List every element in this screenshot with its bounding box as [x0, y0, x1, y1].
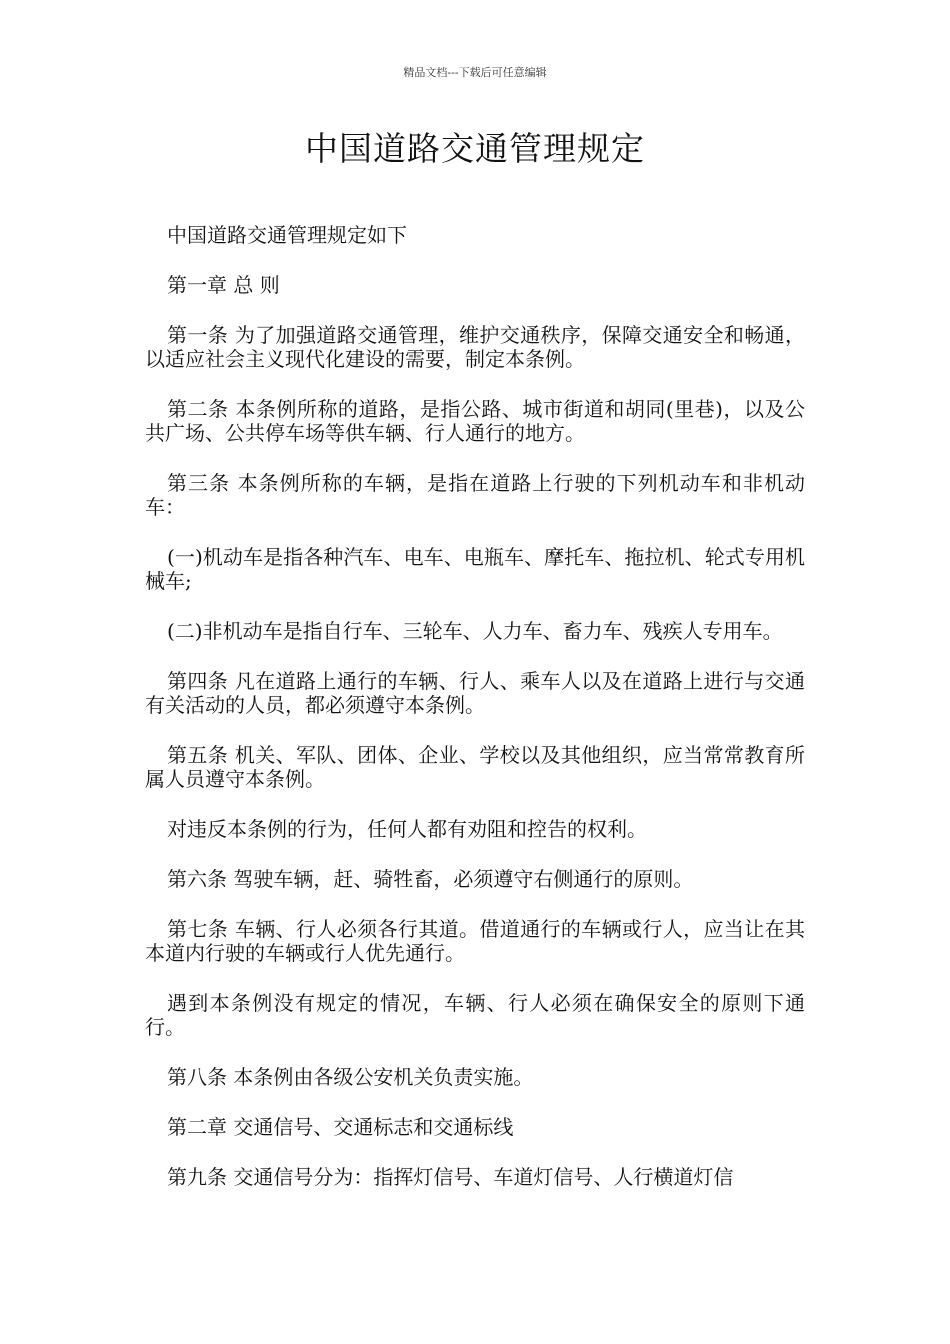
document-title: 中国道路交通管理规定	[305, 129, 645, 168]
article-paragraph: 第八条 本条例由各级公安机关负责实施。	[167, 1065, 534, 1089]
body-paragraph: 遇到本条例没有规定的情况，车辆、行人必须在确保安全的原则下通行。	[145, 991, 805, 1039]
chapter-heading: 第二章 交通信号、交通标志和交通标线	[167, 1115, 514, 1139]
list-item-paragraph: (二)非机动车是指自行车、三轮车、人力车、畜力车、残疾人专用车。	[167, 619, 783, 643]
body-paragraph: 对违反本条例的行为，任何人都有劝阻和控告的权利。	[167, 817, 647, 841]
article-paragraph: 第三条 本条例所称的车辆，是指在道路上行驶的下列机动车和非机动车：	[145, 471, 805, 519]
article-paragraph: 第四条 凡在道路上通行的车辆、行人、乘车人以及在道路上进行与交通有关活动的人员，都必须遵守本条例。	[145, 669, 805, 717]
list-item-paragraph: (一)机动车是指各种汽车、电车、电瓶车、摩托车、拖拉机、轮式专用机械车;	[145, 545, 805, 593]
intro-paragraph: 中国道路交通管理规定如下	[167, 223, 407, 247]
article-paragraph: 第五条 机关、军队、团体、企业、学校以及其他组织，应当常常教育所属人员遵守本条例。	[145, 743, 805, 791]
chapter-heading: 第一章 总 则	[167, 273, 280, 297]
article-paragraph: 第七条 车辆、行人必须各行其道。借道通行的车辆或行人，应当让在其本道内行驶的车辆或行人优先通行。	[145, 917, 805, 965]
article-paragraph: 第二条 本条例所称的道路，是指公路、城市街道和胡同(里巷)，以及公共广场、公共停车场等供车辆、行人通行的地方。	[145, 397, 805, 445]
article-paragraph: 第九条 交通信号分为：指挥灯信号、车道灯信号、人行横道灯信	[167, 1165, 734, 1189]
page-header-watermark: 精品文档---下载后可任意编辑	[403, 66, 547, 79]
document-body	[145, 223, 805, 1215]
article-paragraph: 第六条 驾驶车辆，赶、骑牲畜，必须遵守右侧通行的原则。	[167, 867, 694, 891]
article-paragraph: 第一条 为了加强道路交通管理，维护交通秩序，保障交通安全和畅通，以适应社会主义现代化建设的需要，制定本条例。	[145, 323, 805, 371]
